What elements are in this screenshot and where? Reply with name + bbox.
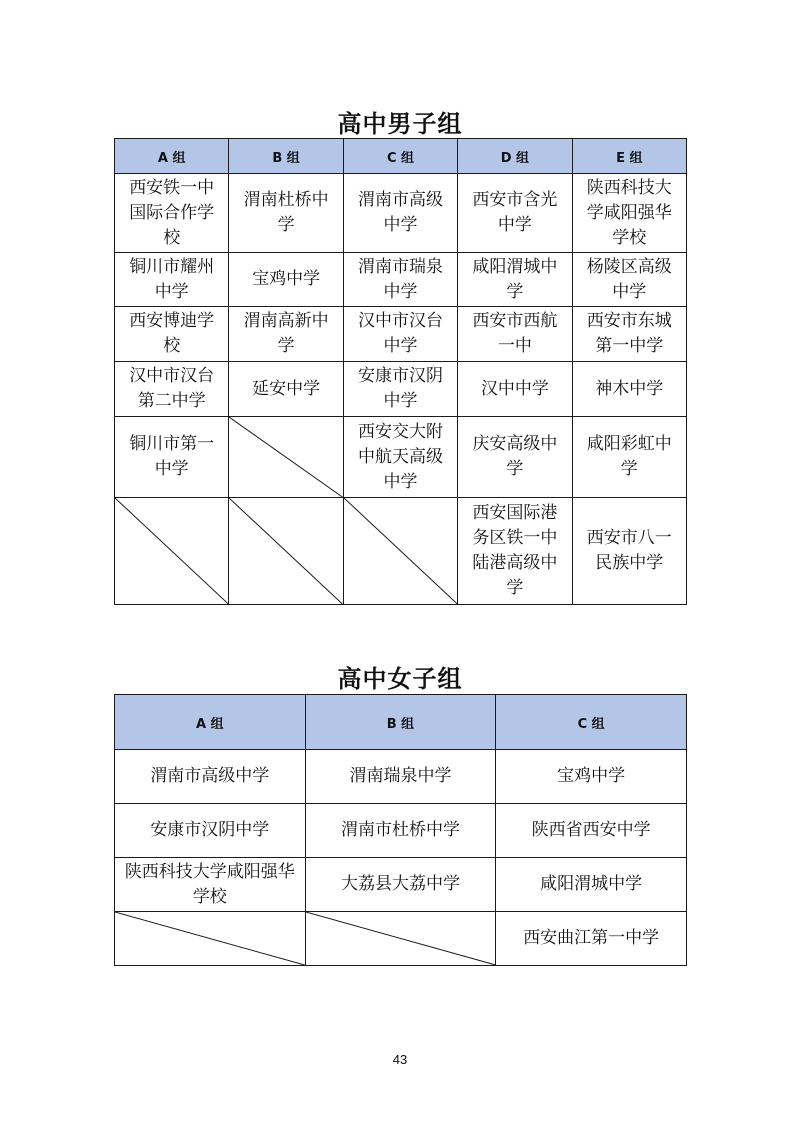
- school-cell: 渭南市瑞泉中学: [343, 253, 457, 307]
- table-row: [115, 362, 687, 417]
- school-cell: 西安市含光中学: [458, 174, 572, 253]
- table-row: [115, 174, 687, 253]
- empty-slash-cell: [229, 498, 343, 605]
- table-row: [115, 858, 687, 912]
- school-cell: 神木中学: [572, 362, 686, 417]
- school-cell: 渭南市杜桥中学: [305, 804, 496, 858]
- empty-slash-cell: [305, 912, 496, 966]
- school-cell: 西安交大附中航天高级中学: [343, 417, 457, 498]
- school-cell: 安康市汉阴中学: [343, 362, 457, 417]
- table-row: [115, 498, 687, 605]
- girls-group-table: [114, 694, 687, 966]
- table-row: [115, 912, 687, 966]
- school-cell: 渭南市高级中学: [115, 750, 306, 804]
- school-cell: 咸阳彩虹中学: [572, 417, 686, 498]
- school-cell: 渭南瑞泉中学: [305, 750, 496, 804]
- school-cell: 陕西科技大学咸阳强华学校: [572, 174, 686, 253]
- school-cell: 宝鸡中学: [496, 750, 687, 804]
- school-cell: 西安铁一中国际合作学校: [115, 174, 229, 253]
- school-cell: 西安市西航一中: [458, 307, 572, 362]
- school-cell: 西安博迪学校: [115, 307, 229, 362]
- header-group-c: C 组: [343, 139, 457, 174]
- school-cell: 陕西科技大学咸阳强华学校: [115, 858, 306, 912]
- school-cell: 西安曲江第一中学: [496, 912, 687, 966]
- table-row: [115, 307, 687, 362]
- school-cell: 延安中学: [229, 362, 343, 417]
- table-row: [115, 804, 687, 858]
- school-cell: 汉中中学: [458, 362, 572, 417]
- header-group-c: C 组: [496, 695, 687, 750]
- header-group-a: A 组: [115, 695, 306, 750]
- school-cell: 西安国际港务区铁一中陆港高级中学: [458, 498, 572, 605]
- header-group-b: B 组: [229, 139, 343, 174]
- school-cell: 咸阳渭城中学: [496, 858, 687, 912]
- school-cell: 铜川市第一中学: [115, 417, 229, 498]
- boys-section-title: 高中男子组: [337, 110, 463, 138]
- empty-slash-cell: [115, 912, 306, 966]
- school-cell: 杨陵区高级中学: [572, 253, 686, 307]
- school-cell: 渭南市高级中学: [343, 174, 457, 253]
- school-cell: 西安市东城第一中学: [572, 307, 686, 362]
- table-row: [115, 253, 687, 307]
- empty-slash-cell: [229, 417, 343, 498]
- school-cell: 渭南高新中学: [229, 307, 343, 362]
- school-cell: 汉中市汉台中学: [343, 307, 457, 362]
- boys-group-table: [114, 138, 687, 605]
- table-row: [115, 417, 687, 498]
- empty-slash-cell: [343, 498, 457, 605]
- table-header-row: [115, 139, 687, 174]
- table-row: [115, 750, 687, 804]
- empty-slash-cell: [115, 498, 229, 605]
- school-cell: 渭南杜桥中学: [229, 174, 343, 253]
- school-cell: 宝鸡中学: [229, 253, 343, 307]
- header-group-b: B 组: [305, 695, 496, 750]
- girls-section-title: 高中女子组: [337, 665, 463, 693]
- school-cell: 咸阳渭城中学: [458, 253, 572, 307]
- header-group-d: D 组: [458, 139, 572, 174]
- school-cell: 铜川市耀州中学: [115, 253, 229, 307]
- header-group-a: A 组: [115, 139, 229, 174]
- school-cell: 庆安高级中学: [458, 417, 572, 498]
- school-cell: 大荔县大荔中学: [305, 858, 496, 912]
- school-cell: 安康市汉阴中学: [115, 804, 306, 858]
- school-cell: 西安市八一民族中学: [572, 498, 686, 605]
- school-cell: 陕西省西安中学: [496, 804, 687, 858]
- table-header-row: [115, 695, 687, 750]
- page-number: 43: [392, 1052, 408, 1067]
- school-cell: 汉中市汉台第二中学: [115, 362, 229, 417]
- header-group-e: E 组: [572, 139, 686, 174]
